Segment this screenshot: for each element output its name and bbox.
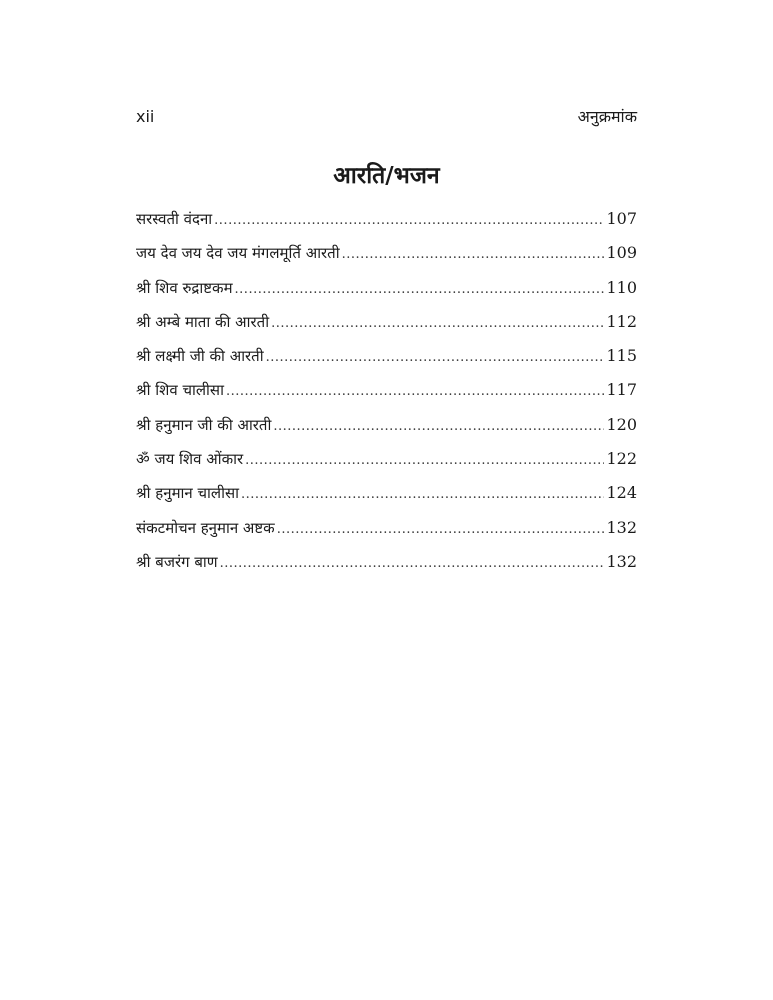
toc-entry-title: श्री लक्ष्मी जी की आरती bbox=[136, 347, 264, 366]
toc-entry bbox=[136, 308, 637, 342]
toc-entry bbox=[136, 479, 637, 513]
toc-entry-page: 120 bbox=[606, 414, 637, 434]
dot-leader bbox=[241, 481, 604, 509]
toc-entry-title: श्री हनुमान जी की आरती bbox=[136, 415, 272, 434]
toc-entry-page: 115 bbox=[606, 346, 637, 366]
dot-leader bbox=[245, 447, 604, 475]
toc-entry-title: श्री शिव रुद्राष्टकम bbox=[136, 278, 233, 297]
dot-leader bbox=[266, 344, 605, 372]
toc-entry-page: 132 bbox=[606, 517, 637, 537]
toc-entry-page: 109 bbox=[606, 243, 637, 263]
dot-leader bbox=[226, 378, 604, 406]
toc-entry-page: 124 bbox=[606, 483, 637, 503]
dot-leader bbox=[235, 276, 605, 304]
toc-entry-page: 122 bbox=[606, 449, 637, 469]
toc-entry-title: श्री शिव चालीसा bbox=[136, 381, 224, 400]
toc-entry-page: 132 bbox=[606, 551, 637, 571]
toc-entry bbox=[136, 205, 637, 239]
dot-leader bbox=[342, 241, 605, 269]
toc-entry bbox=[136, 514, 637, 548]
toc-entry bbox=[136, 548, 637, 582]
toc-entry-page: 110 bbox=[606, 277, 637, 297]
toc-entry bbox=[136, 411, 637, 445]
dot-leader bbox=[277, 516, 605, 544]
toc-entry bbox=[136, 239, 637, 273]
dot-leader bbox=[273, 413, 604, 441]
toc-entry-title: श्री अम्बे माता की आरती bbox=[136, 312, 270, 331]
toc-entry bbox=[136, 376, 637, 410]
running-title: अनुक्रमांक bbox=[577, 107, 637, 126]
toc-entry bbox=[136, 445, 637, 479]
toc-entry-title: सरस्वती वंदना bbox=[136, 210, 213, 228]
toc-entry-page: 112 bbox=[606, 311, 637, 331]
dot-leader bbox=[271, 310, 604, 338]
toc-entry-page: 117 bbox=[606, 380, 637, 400]
running-header bbox=[136, 104, 637, 128]
table-of-contents bbox=[136, 205, 637, 582]
page-number: xii bbox=[136, 106, 155, 126]
toc-entry bbox=[136, 274, 637, 308]
toc-entry-title: ॐ जय शिव ओंकार bbox=[136, 450, 244, 469]
toc-entry-page: 107 bbox=[606, 209, 637, 228]
toc-entry-title: श्री बजरंग बाण bbox=[136, 552, 218, 571]
toc-entry bbox=[136, 342, 637, 376]
dot-leader bbox=[220, 550, 605, 578]
toc-entry-title: श्री हनुमान चालीसा bbox=[136, 484, 240, 503]
toc-entry-title: जय देव जय देव जय मंगलमूर्ति आरती bbox=[136, 244, 340, 263]
toc-entry-title: संकटमोचन हनुमान अष्टक bbox=[136, 518, 275, 537]
section-title: आरति/भजन bbox=[333, 163, 440, 189]
dot-leader bbox=[214, 207, 604, 235]
